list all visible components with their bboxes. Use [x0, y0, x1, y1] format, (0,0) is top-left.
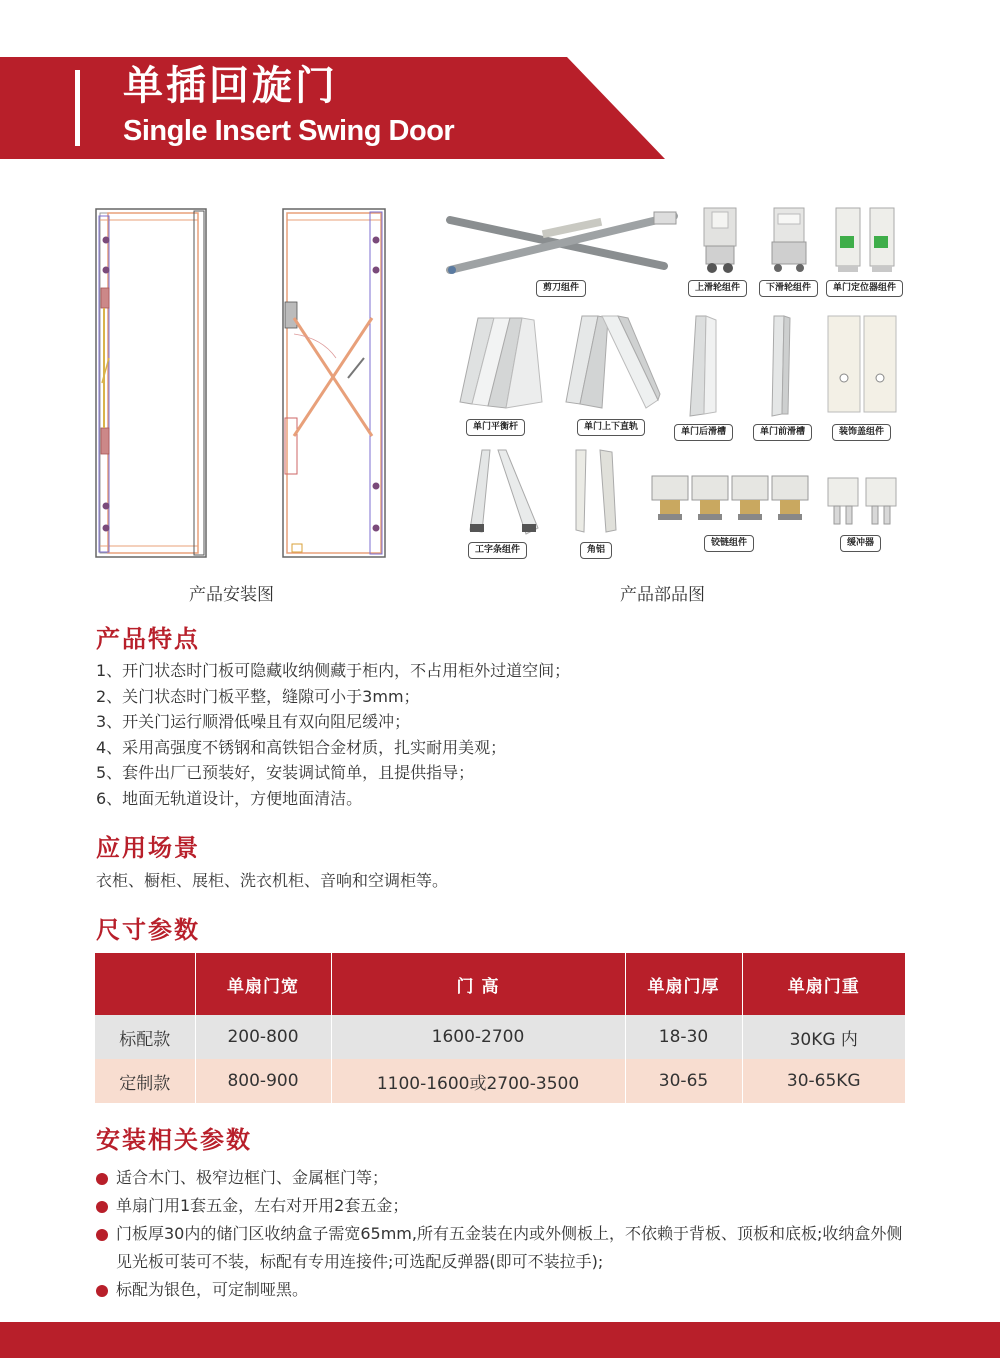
i-bar-image [464, 448, 544, 538]
footer-bar [0, 1322, 1000, 1358]
banner-accent-bar [75, 70, 80, 146]
feature-item: 5、套件出厂已预装好，安装调试简单，且提供指导； [96, 763, 475, 783]
install-item-text: 门板厚30内的储门区收纳盒子需宽65mm,所有五金装在内或外侧板上，不依赖于背板、顶板和底板;收纳盒外侧见光板可装可不装，标配有专用连接件;可选配反弹器(即可不装拉手); [116, 1224, 903, 1271]
buffer-image [826, 474, 898, 526]
table-cell: 800-900 [195, 1059, 331, 1103]
part-label-front-slot: 单门前滑槽 [753, 424, 812, 441]
features-list [96, 658, 570, 812]
install-drawing-open [282, 208, 386, 558]
feature-item: 1、开门状态时门板可隐藏收纳侧藏于柜内，不占用柜外过道空间； [96, 661, 571, 680]
balance-bar-image [458, 314, 546, 412]
install-caption: 产品安装图 [189, 585, 274, 605]
spec-table [95, 953, 905, 1103]
part-label-corner: 角铝 [580, 542, 612, 559]
install-item-text: 单扇门用1套五金，左右对开用2套五金； [116, 1196, 409, 1215]
part-label-buffer: 缓冲器 [840, 535, 881, 552]
applications-text: 衣柜、橱柜、展柜、洗衣机柜、音响和空调柜等。 [96, 871, 449, 890]
part-label-cover-set: 装饰盖组件 [832, 424, 891, 441]
bullet-icon [96, 1201, 108, 1213]
part-label-hinge: 铰链组件 [704, 535, 754, 552]
install-item-text: 适合木门、极窄边框门、金属框门等； [116, 1168, 389, 1187]
page-subtitle: Single Insert Swing Door [123, 115, 455, 147]
part-label-lower-pulley: 下滑轮组件 [759, 280, 818, 297]
part-label-balance-bar: 单门平衡杆 [466, 419, 525, 436]
upper-pulley-image [698, 206, 742, 274]
table-cell: 30-65KG [742, 1059, 905, 1103]
part-label-rear-slot: 单门后滑槽 [674, 424, 733, 441]
part-label-scissor: 剪刀组件 [536, 280, 586, 297]
bullet-icon [96, 1173, 108, 1185]
install-title: 安装相关参数 [96, 1126, 252, 1154]
table-cell: 18-30 [625, 1015, 742, 1059]
bullet-icon [96, 1285, 108, 1297]
feature-item: 3、开关门运行顺滑低噪且有双向阻尼缓冲； [96, 712, 411, 732]
table-cell: 1600-2700 [331, 1015, 625, 1059]
table-cell: 30-65 [625, 1059, 742, 1103]
table-header-cell: 单扇门重 [742, 953, 905, 1015]
front-slot-image [766, 314, 796, 418]
part-label-positioner: 单门定位器组件 [826, 280, 903, 297]
table-row [95, 1059, 905, 1103]
install-item [96, 1164, 916, 1192]
table-row [95, 1015, 905, 1059]
install-drawing-closed [95, 208, 207, 558]
parts-caption: 产品部品图 [620, 585, 705, 605]
install-item [96, 1192, 916, 1220]
install-item [96, 1276, 916, 1304]
feature-item: 4、采用高强度不锈钢和高铁铝合金材质，扎实耐用美观； [96, 737, 507, 757]
applications-title: 应用场景 [96, 834, 200, 862]
lower-pulley-image [768, 206, 810, 274]
corner-aluminum-image [572, 448, 622, 534]
cover-set-image [826, 314, 898, 414]
install-item [96, 1220, 916, 1276]
hinge-set-image [650, 472, 820, 524]
install-item-text: 标配为银色，可定制哑黑。 [116, 1280, 309, 1299]
table-cell: 定制款 [95, 1059, 195, 1103]
door-positioner-image [834, 206, 898, 274]
scissor-arm-image [442, 206, 682, 276]
bullet-icon [96, 1229, 108, 1241]
part-label-upper-pulley: 上滑轮组件 [688, 280, 747, 297]
table-cell: 200-800 [195, 1015, 331, 1059]
table-header-cell [95, 953, 195, 1015]
rail-image [562, 314, 662, 412]
rear-slot-image [682, 314, 722, 418]
page-title: 单插回旋门 [123, 63, 338, 109]
table-cell: 30KG 内 [742, 1015, 905, 1059]
table-cell: 标配款 [95, 1015, 195, 1059]
part-label-rail: 单门上下直轨 [577, 419, 645, 436]
table-header-row [95, 953, 905, 1015]
table-header-cell: 单扇门厚 [625, 953, 742, 1015]
table-header-cell: 门 高 [331, 953, 625, 1015]
table-header-cell: 单扇门宽 [195, 953, 331, 1015]
part-label-i-bar: 工字条组件 [468, 542, 527, 559]
table-cell: 1100-1600或2700-3500 [331, 1059, 625, 1103]
features-title: 产品特点 [96, 625, 200, 653]
feature-item: 6、地面无轨道设计，方便地面清洁。 [96, 788, 363, 808]
specs-title: 尺寸参数 [96, 916, 200, 944]
feature-item: 2、关门状态时门板平整，缝隙可小于3mm； [96, 686, 420, 706]
install-list [96, 1164, 916, 1304]
